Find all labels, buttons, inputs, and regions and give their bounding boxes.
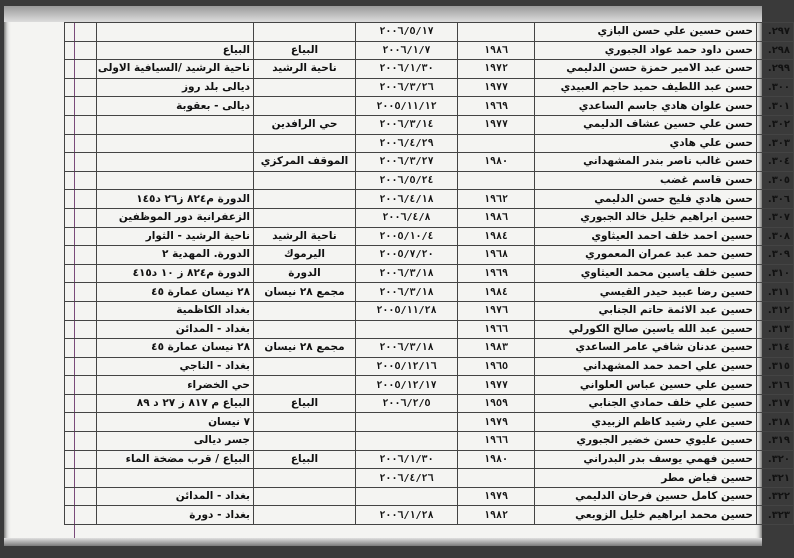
cell-name: حسن حسين علي حسن البازي <box>535 23 757 42</box>
table-row <box>65 413 794 432</box>
cell-year: ١٩٧٧ <box>458 376 535 395</box>
cell-year: ١٩٨٦ <box>458 41 535 60</box>
cell-addr: بغداد - المدائن <box>97 487 254 506</box>
cell-area <box>254 357 356 376</box>
cell-year: ١٩٥٩ <box>458 394 535 413</box>
cell-area: مجمع ٢٨ نيسان <box>254 339 356 358</box>
cell-name: حسين احمد خلف احمد العيثاوي <box>535 227 757 246</box>
cell-date <box>356 413 458 432</box>
table-row <box>65 283 794 302</box>
cell-area: البياع <box>254 41 356 60</box>
cell-date: ٢٠٠٦/١/٣٠ <box>356 60 458 79</box>
table-row <box>65 153 794 172</box>
cell-blank <box>65 413 97 432</box>
cell-name: حسين علي رشيد كاظم الزبيدي <box>535 413 757 432</box>
cell-addr: حي الخضراء <box>97 376 254 395</box>
cell-addr <box>97 23 254 42</box>
cell-area: البياع <box>254 450 356 469</box>
cell-year: ١٩٧٧ <box>458 78 535 97</box>
cell-blank <box>65 134 97 153</box>
cell-num: ٣١٠. <box>757 264 794 283</box>
cell-date: ٢٠٠٦/٢/٥ <box>356 394 458 413</box>
cell-date: ٢٠٠٦/٤/٨ <box>356 208 458 227</box>
cell-num: ٣١٩. <box>757 432 794 451</box>
table-row <box>65 376 794 395</box>
cell-date: ٢٠٠٦/١/٢٨ <box>356 506 458 525</box>
cell-date: ٢٠٠٦/٣/١٨ <box>356 339 458 358</box>
cell-addr: البياع <box>97 41 254 60</box>
cell-year: ١٩٨٠ <box>458 450 535 469</box>
cell-num: ٣١٣. <box>757 320 794 339</box>
cell-date: ٢٠٠٦/١/٧ <box>356 41 458 60</box>
cell-num: ٣٠١. <box>757 97 794 116</box>
cell-name: حسن غالب ناصر بندر المشهداني <box>535 153 757 172</box>
cell-blank <box>65 469 97 488</box>
cell-area: حي الرافدين <box>254 115 356 134</box>
cell-num: ٣١٨. <box>757 413 794 432</box>
table-row <box>65 60 794 79</box>
cell-date <box>356 487 458 506</box>
cell-area <box>254 208 356 227</box>
cell-addr: البياع / قرب مضخة الماء <box>97 450 254 469</box>
cell-name: حسين عدنان شافي عامر الساعدي <box>535 339 757 358</box>
table-row <box>65 301 794 320</box>
cell-area: مجمع ٢٨ نيسان <box>254 283 356 302</box>
cell-blank <box>65 394 97 413</box>
cell-name: حسن داود حمد عواد الجبوري <box>535 41 757 60</box>
cell-addr: الزعفرانية دور الموظفين <box>97 208 254 227</box>
cell-date: ٢٠٠٦/١/٣٠ <box>356 450 458 469</box>
cell-year <box>458 23 535 42</box>
cell-blank <box>65 320 97 339</box>
cell-area: اليرموك <box>254 246 356 265</box>
cell-area <box>254 506 356 525</box>
cell-blank <box>65 301 97 320</box>
cell-year: ١٩٦٥ <box>458 357 535 376</box>
cell-name: حسين علي احمد حمد المشهداني <box>535 357 757 376</box>
cell-num: ٣١٧. <box>757 394 794 413</box>
cell-year: ١٩٦٦ <box>458 320 535 339</box>
cell-addr: البياع م ٨١٧ ز ٢٧ د ٨٩ <box>97 394 254 413</box>
cell-num: ٣٠٨. <box>757 227 794 246</box>
cell-name: حسن عبد اللطيف حميد حاجم العبيدي <box>535 78 757 97</box>
cell-name: حسين خلف ياسين محمد العيثاوي <box>535 264 757 283</box>
cell-name: حسين كامل حسين فرحان الدليمي <box>535 487 757 506</box>
cell-area <box>254 469 356 488</box>
cell-blank <box>65 60 97 79</box>
cell-area <box>254 413 356 432</box>
cell-num: ٣٢٠. <box>757 450 794 469</box>
cell-blank <box>65 78 97 97</box>
cell-addr: بغداد - الناجي <box>97 357 254 376</box>
cell-blank <box>65 432 97 451</box>
cell-date: ٢٠٠٦/٣/١٨ <box>356 264 458 283</box>
cell-year: ١٩٨٢ <box>458 506 535 525</box>
table-row <box>65 171 794 190</box>
cell-num: ٢٩٨. <box>757 41 794 60</box>
cell-area: ناحية الرشيد <box>254 60 356 79</box>
cell-name: حسن هادي فليح حسن الدليمي <box>535 190 757 209</box>
cell-blank <box>65 115 97 134</box>
cell-addr: ناحية الرشيد - الثوار <box>97 227 254 246</box>
table-row <box>65 208 794 227</box>
cell-blank <box>65 208 97 227</box>
cell-blank <box>65 41 97 60</box>
cell-date: ٢٠٠٥/١١/٢٨ <box>356 301 458 320</box>
cell-addr: ٢٨ نيسان عمارة ٤٥ <box>97 283 254 302</box>
cell-date: ٢٠٠٦/٤/١٨ <box>356 190 458 209</box>
cell-num: ٣١٦. <box>757 376 794 395</box>
cell-blank <box>65 23 97 42</box>
cell-blank <box>65 264 97 283</box>
table-row <box>65 339 794 358</box>
cell-name: حسن علي هادي <box>535 134 757 153</box>
cell-name: حسين عبد الائمة حاتم الجنابي <box>535 301 757 320</box>
cell-year: ١٩٨٤ <box>458 283 535 302</box>
cell-addr <box>97 115 254 134</box>
cell-area: الدورة <box>254 264 356 283</box>
cell-date: ٢٠٠٦/٣/٢٧ <box>356 153 458 172</box>
cell-year: ١٩٧٧ <box>458 115 535 134</box>
cell-addr: بغداد الكاظمية <box>97 301 254 320</box>
cell-num: ٣٠٣. <box>757 134 794 153</box>
cell-area <box>254 171 356 190</box>
cell-blank <box>65 357 97 376</box>
cell-name: حسين رضا عبيد حيدر القيسي <box>535 283 757 302</box>
cell-num: ٣١٢. <box>757 301 794 320</box>
cell-area: البياع <box>254 394 356 413</box>
cell-name: حسين فياض مطر <box>535 469 757 488</box>
cell-addr <box>97 171 254 190</box>
cell-num: ٣٠٤. <box>757 153 794 172</box>
cell-year: ١٩٨٠ <box>458 153 535 172</box>
cell-blank <box>65 246 97 265</box>
cell-year: ١٩٦٩ <box>458 97 535 116</box>
cell-num: ٣٠٦. <box>757 190 794 209</box>
cell-area <box>254 376 356 395</box>
table-row <box>65 227 794 246</box>
table-body <box>65 23 794 525</box>
cell-year <box>458 171 535 190</box>
cell-year: ١٩٧٦ <box>458 301 535 320</box>
cell-blank <box>65 171 97 190</box>
table-row <box>65 134 794 153</box>
cell-year: ١٩٦٩ <box>458 264 535 283</box>
cell-name: حسين محمد ابراهيم خليل الزوبعي <box>535 506 757 525</box>
cell-date: ٢٠٠٥/٧/٢٠ <box>356 246 458 265</box>
cell-date <box>356 320 458 339</box>
cell-area <box>254 320 356 339</box>
cell-area <box>254 78 356 97</box>
cell-addr: الدورة م٨٢٤ ز٢٦ د١٤٥ <box>97 190 254 209</box>
cell-num: ٣١٤. <box>757 339 794 358</box>
cell-num: ٣١٥. <box>757 357 794 376</box>
cell-name: حسن عبد الامير حمزة حسن الدليمي <box>535 60 757 79</box>
cell-name: حسين حمد عبد عمران المعموري <box>535 246 757 265</box>
cell-addr: ناحية الرشيد /السيافية الاولى <box>97 60 254 79</box>
table-row <box>65 115 794 134</box>
cell-date: ٢٠٠٦/٥/٢٤ <box>356 171 458 190</box>
cell-addr: الدورة. المهدية ٢ <box>97 246 254 265</box>
table-row <box>65 23 794 42</box>
table-row <box>65 450 794 469</box>
cell-year: ١٩٧٩ <box>458 487 535 506</box>
cell-addr <box>97 134 254 153</box>
scan-top-edge <box>4 6 762 22</box>
cell-num: ٣٠٩. <box>757 246 794 265</box>
cell-blank <box>65 339 97 358</box>
cell-addr: ٢٨ نيسان عمارة ٤٥ <box>97 339 254 358</box>
cell-year: ١٩٧٢ <box>458 60 535 79</box>
cell-name: حسن علي حسين عشاف الدليمي <box>535 115 757 134</box>
cell-date: ٢٠٠٥/١٢/١٧ <box>356 376 458 395</box>
cell-year: ١٩٦٨ <box>458 246 535 265</box>
table-row <box>65 394 794 413</box>
cell-date: ٢٠٠٦/٣/١٤ <box>356 115 458 134</box>
table-row <box>65 190 794 209</box>
cell-num: ٣١١. <box>757 283 794 302</box>
scan-bottom-edge <box>4 538 762 546</box>
cell-blank <box>65 283 97 302</box>
cell-area <box>254 487 356 506</box>
cell-date: ٢٠٠٦/٣/٢٦ <box>356 78 458 97</box>
cell-year: ١٩٦٢ <box>458 190 535 209</box>
cell-date: ٢٠٠٥/١٠/٤ <box>356 227 458 246</box>
cell-blank <box>65 190 97 209</box>
cell-name: حسين عليوي حسن خضير الجبوري <box>535 432 757 451</box>
table-row <box>65 78 794 97</box>
cell-blank <box>65 487 97 506</box>
cell-num: ٣٢٢. <box>757 487 794 506</box>
cell-addr: ديالى بلد روز <box>97 78 254 97</box>
cell-area <box>254 97 356 116</box>
cell-name: حسن قاسم غضب <box>535 171 757 190</box>
cell-area <box>254 190 356 209</box>
table-row <box>65 264 794 283</box>
cell-date: ٢٠٠٦/٣/١٨ <box>356 283 458 302</box>
cell-year: ١٩٧٩ <box>458 413 535 432</box>
table-row <box>65 41 794 60</box>
cell-name: حسين فهمي يوسف بدر البدراني <box>535 450 757 469</box>
cell-blank <box>65 227 97 246</box>
table-row <box>65 506 794 525</box>
cell-addr: الدورة م٨٢٤ ز ١٠ د٤١٥ <box>97 264 254 283</box>
cell-area <box>254 432 356 451</box>
cell-name: حسين علي خلف حمادي الجنابي <box>535 394 757 413</box>
cell-blank <box>65 97 97 116</box>
scanned-document-page <box>4 6 790 546</box>
cell-num: ٣٠٠. <box>757 78 794 97</box>
cell-name: حسين علي حسين عباس العلواني <box>535 376 757 395</box>
cell-name: حسن علوان هادي جاسم الساعدي <box>535 97 757 116</box>
cell-name: حسين ابراهيم خليل خالد الجبوري <box>535 208 757 227</box>
cell-area <box>254 134 356 153</box>
cell-addr <box>97 153 254 172</box>
cell-year: ١٩٨٣ <box>458 339 535 358</box>
table-row <box>65 246 794 265</box>
cell-area <box>254 23 356 42</box>
cell-name: حسين عبد الله ياسين صالح الكورلي <box>535 320 757 339</box>
cell-year <box>458 469 535 488</box>
cell-addr: بغداد - دورة <box>97 506 254 525</box>
cell-date: ٢٠٠٦/٥/١٧ <box>356 23 458 42</box>
table-row <box>65 432 794 451</box>
cell-addr: جسر ديالى <box>97 432 254 451</box>
table-row <box>65 320 794 339</box>
table-row <box>65 487 794 506</box>
cell-addr: ٧ نيسان <box>97 413 254 432</box>
names-table <box>64 22 794 525</box>
cell-num: ٣٠٢. <box>757 115 794 134</box>
cell-addr: ديالى - بعقوبة <box>97 97 254 116</box>
table-row <box>65 97 794 116</box>
cell-num: ٣٠٥. <box>757 171 794 190</box>
cell-blank <box>65 376 97 395</box>
cell-date: ٢٠٠٥/١٢/١٦ <box>356 357 458 376</box>
cell-blank <box>65 450 97 469</box>
cell-date <box>356 432 458 451</box>
cell-blank <box>65 153 97 172</box>
cell-date: ٢٠٠٦/٤/٢٦ <box>356 469 458 488</box>
cell-date: ٢٠٠٦/٤/٢٩ <box>356 134 458 153</box>
cell-num: ٢٩٩. <box>757 60 794 79</box>
cell-year: ١٩٦٦ <box>458 432 535 451</box>
cell-area: الموقف المركزي <box>254 153 356 172</box>
cell-year: ١٩٨٤ <box>458 227 535 246</box>
cell-date: ٢٠٠٥/١١/١٢ <box>356 97 458 116</box>
cell-addr: بغداد - المدائن <box>97 320 254 339</box>
cell-addr <box>97 469 254 488</box>
cell-area <box>254 301 356 320</box>
cell-blank <box>65 506 97 525</box>
table-row <box>65 469 794 488</box>
cell-num: ٢٩٧. <box>757 23 794 42</box>
cell-num: ٣٢١. <box>757 469 794 488</box>
cell-num: ٣٢٣. <box>757 506 794 525</box>
cell-area: ناحية الرشيد <box>254 227 356 246</box>
cell-year: ١٩٨٦ <box>458 208 535 227</box>
table-row <box>65 357 794 376</box>
cell-num: ٣٠٧. <box>757 208 794 227</box>
cell-year <box>458 134 535 153</box>
